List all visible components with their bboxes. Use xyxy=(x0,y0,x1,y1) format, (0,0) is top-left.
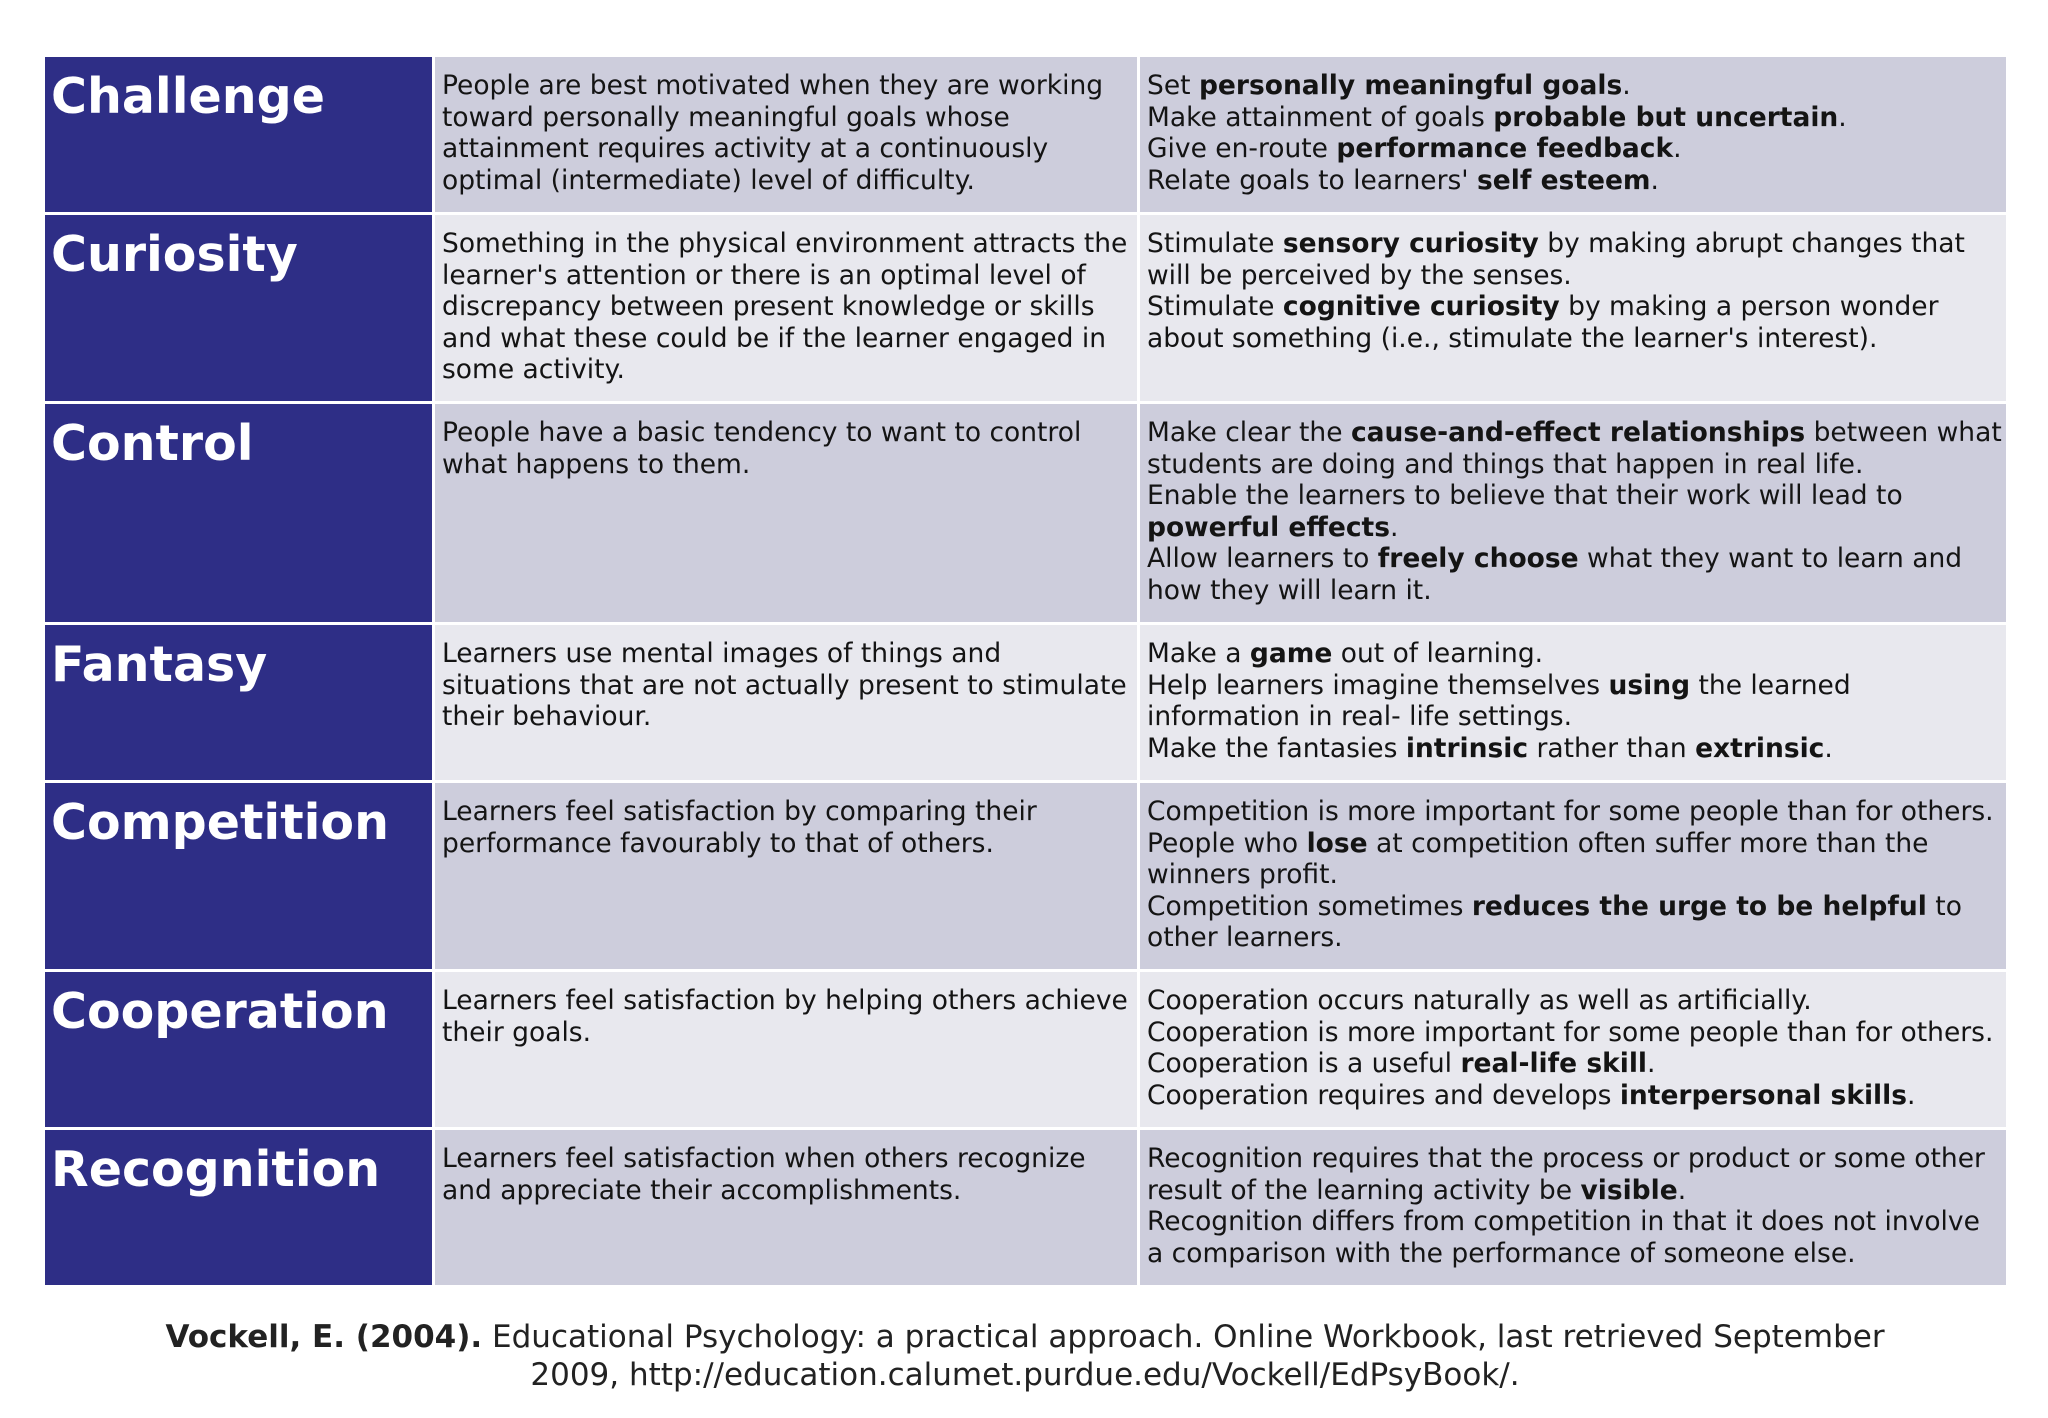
strategy-text: Set xyxy=(1147,70,1199,101)
strategy-text: Cooperation is more important for some people than for others. xyxy=(1147,1016,1994,1048)
description-cell: Something in the physical environment attracts the learner's attention or there is an optimal level of discrepancy between present knowledge or skills and what these could be if the learner engaged in some activity. xyxy=(434,214,1139,403)
strategy-text: Relate goals to learners' xyxy=(1147,164,1477,196)
strategy-line xyxy=(1147,543,2002,606)
strategy-keyword: visible xyxy=(1580,1174,1678,1206)
strategy-text: Cooperation is a useful xyxy=(1147,1048,1461,1080)
strategy-line xyxy=(1147,670,2002,733)
strategy-line xyxy=(1147,796,2002,828)
strategy-line xyxy=(1147,165,2002,197)
strategies-cell xyxy=(1139,1129,2008,1287)
strategy-text: Recognition requires that the process or product or some other result of the learning activity be xyxy=(1147,1143,1985,1206)
strategy-line xyxy=(1147,291,2002,354)
strategy-text: Make attainment of goals xyxy=(1147,101,1494,133)
strategy-text: People who xyxy=(1147,827,1307,859)
strategy-text: . xyxy=(1824,732,1833,764)
strategy-keyword: extrinsic xyxy=(1695,732,1825,764)
strategy-keyword: probable but uncertain xyxy=(1493,101,1839,133)
strategy-text: out of learning. xyxy=(1332,638,1544,669)
strategy-text: . xyxy=(1838,101,1847,133)
strategy-keyword: reduces the urge to be helpful xyxy=(1471,890,1927,922)
strategy-line xyxy=(1147,480,2002,543)
strategy-keyword: powerful effects xyxy=(1147,511,1390,543)
strategy-line xyxy=(1147,1206,2002,1269)
strategy-keyword: freely choose xyxy=(1377,543,1579,575)
strategy-keyword: sensory curiosity xyxy=(1282,228,1539,259)
strategy-text: Help learners imagine themselves xyxy=(1147,669,1609,701)
strategy-text: Allow learners to xyxy=(1147,543,1378,575)
strategy-keyword: interpersonal skills xyxy=(1619,1079,1907,1111)
strategy-text: . xyxy=(1647,1048,1656,1080)
strategy-keyword: game xyxy=(1249,638,1333,669)
description-cell: People are best motivated when they are working toward personally meaningful goals whose attainment requires activity at a continuously optimal (intermediate) level of difficulty. xyxy=(434,56,1139,214)
table-row xyxy=(44,1129,2008,1287)
strategy-keyword: cognitive curiosity xyxy=(1282,291,1560,323)
strategies-cell xyxy=(1139,624,2008,782)
table-row xyxy=(44,971,2008,1129)
strategy-keyword: intrinsic xyxy=(1405,732,1529,764)
category-cell: Challenge xyxy=(44,56,434,214)
strategy-text: Make a xyxy=(1147,638,1250,669)
strategy-line xyxy=(1147,1017,2002,1049)
description-cell: Learners feel satisfaction when others recognize and appreciate their accomplishments. xyxy=(434,1129,1139,1287)
category-cell: Recognition xyxy=(44,1129,434,1287)
table-row xyxy=(44,56,2008,214)
motivation-table xyxy=(42,54,2009,1288)
strategy-line xyxy=(1147,102,2002,134)
category-cell: Competition xyxy=(44,782,434,971)
strategies-cell xyxy=(1139,56,2008,214)
strategy-keyword: personally meaningful goals xyxy=(1198,70,1623,101)
category-cell: Control xyxy=(44,403,434,624)
strategy-line xyxy=(1147,733,2002,765)
strategy-text: Give en-route xyxy=(1147,133,1337,165)
description-cell: Learners feel satisfaction by helping others achieve their goals. xyxy=(434,971,1139,1129)
strategy-line xyxy=(1147,228,2002,291)
strategy-text: Cooperation occurs naturally as well as artificially. xyxy=(1147,985,1812,1016)
strategy-text: . xyxy=(1673,133,1682,165)
citation xyxy=(150,1318,1900,1394)
strategy-text: by making a person wonder about something (i.e., stimulate the learner's interest). xyxy=(1147,291,1939,354)
table-row xyxy=(44,782,2008,971)
strategy-text: rather than xyxy=(1528,732,1696,764)
strategy-text: Cooperation requires and develops xyxy=(1147,1079,1620,1111)
strategy-text: Competition sometimes xyxy=(1147,890,1472,922)
strategy-keyword: performance feedback xyxy=(1336,133,1674,165)
strategy-text: the learned information in real- life settings. xyxy=(1147,669,1851,733)
strategy-line xyxy=(1147,1143,2002,1206)
table-row xyxy=(44,214,2008,403)
strategy-text: . xyxy=(1622,70,1631,101)
strategy-line xyxy=(1147,828,2002,891)
strategy-text: by making abrupt changes that will be perceived by the senses. xyxy=(1147,228,1965,291)
strategies-cell xyxy=(1139,971,2008,1129)
strategy-line xyxy=(1147,70,2002,102)
table-row xyxy=(44,624,2008,782)
strategy-text: Enable the learners to believe that their work will lead to xyxy=(1147,480,1903,512)
strategy-line xyxy=(1147,417,2002,480)
description-cell: People have a basic tendency to want to control what happens to them. xyxy=(434,403,1139,624)
strategy-line xyxy=(1147,985,2002,1017)
strategy-text: . xyxy=(1389,511,1399,543)
description-cell: Learners feel satisfaction by comparing their performance favourably to that of others. xyxy=(434,782,1139,971)
strategy-text: Recognition differs from competition in that it does not involve a comparison with the performance of someone else. xyxy=(1147,1206,1980,1269)
category-cell: Curiosity xyxy=(44,214,434,403)
strategy-text: Make the fantasies xyxy=(1147,732,1406,764)
strategy-text: between what students are doing and things that happen in real life. xyxy=(1147,417,2002,480)
strategy-text: to other learners. xyxy=(1147,890,1962,954)
category-cell: Fantasy xyxy=(44,624,434,782)
category-cell: Cooperation xyxy=(44,971,434,1129)
strategy-text: . xyxy=(1650,164,1659,196)
strategy-text: Stimulate xyxy=(1147,228,1283,259)
strategy-text: . xyxy=(1906,1079,1916,1111)
strategy-line xyxy=(1147,891,2002,954)
strategy-text: at competition often suffer more than the winners profit. xyxy=(1147,827,1929,891)
strategy-keyword: self esteem xyxy=(1476,164,1651,196)
strategy-text: what they want to learn and how they will learn it. xyxy=(1147,543,1963,606)
citation-text: Educational Psychology: a practical approach. Online Workbook, last retrieved September 2009, http://education.calumet.purdue.edu/Vockell/EdPsyBook/. xyxy=(482,1319,1885,1393)
strategy-keyword: using xyxy=(1608,669,1691,701)
strategy-text: Competition is more important for some people than for others. xyxy=(1147,796,1994,827)
strategy-text: . xyxy=(1677,1174,1687,1206)
strategy-keyword: lose xyxy=(1306,827,1368,859)
strategy-keyword: real-life skill xyxy=(1460,1048,1648,1080)
strategy-text: Make clear the xyxy=(1147,417,1351,448)
strategies-cell xyxy=(1139,782,2008,971)
strategy-text: Stimulate xyxy=(1147,291,1283,323)
citation-author: Vockell, E. (2004). xyxy=(165,1319,483,1355)
strategy-keyword: cause-and-effect relationships xyxy=(1350,417,1806,448)
strategy-line xyxy=(1147,638,2002,670)
strategy-line xyxy=(1147,1048,2002,1080)
table-row xyxy=(44,403,2008,624)
strategy-line xyxy=(1147,1080,2002,1112)
strategies-cell xyxy=(1139,403,2008,624)
description-cell: Learners use mental images of things and situations that are not actually present to stimulate their behaviour. xyxy=(434,624,1139,782)
strategies-cell xyxy=(1139,214,2008,403)
strategy-line xyxy=(1147,133,2002,165)
